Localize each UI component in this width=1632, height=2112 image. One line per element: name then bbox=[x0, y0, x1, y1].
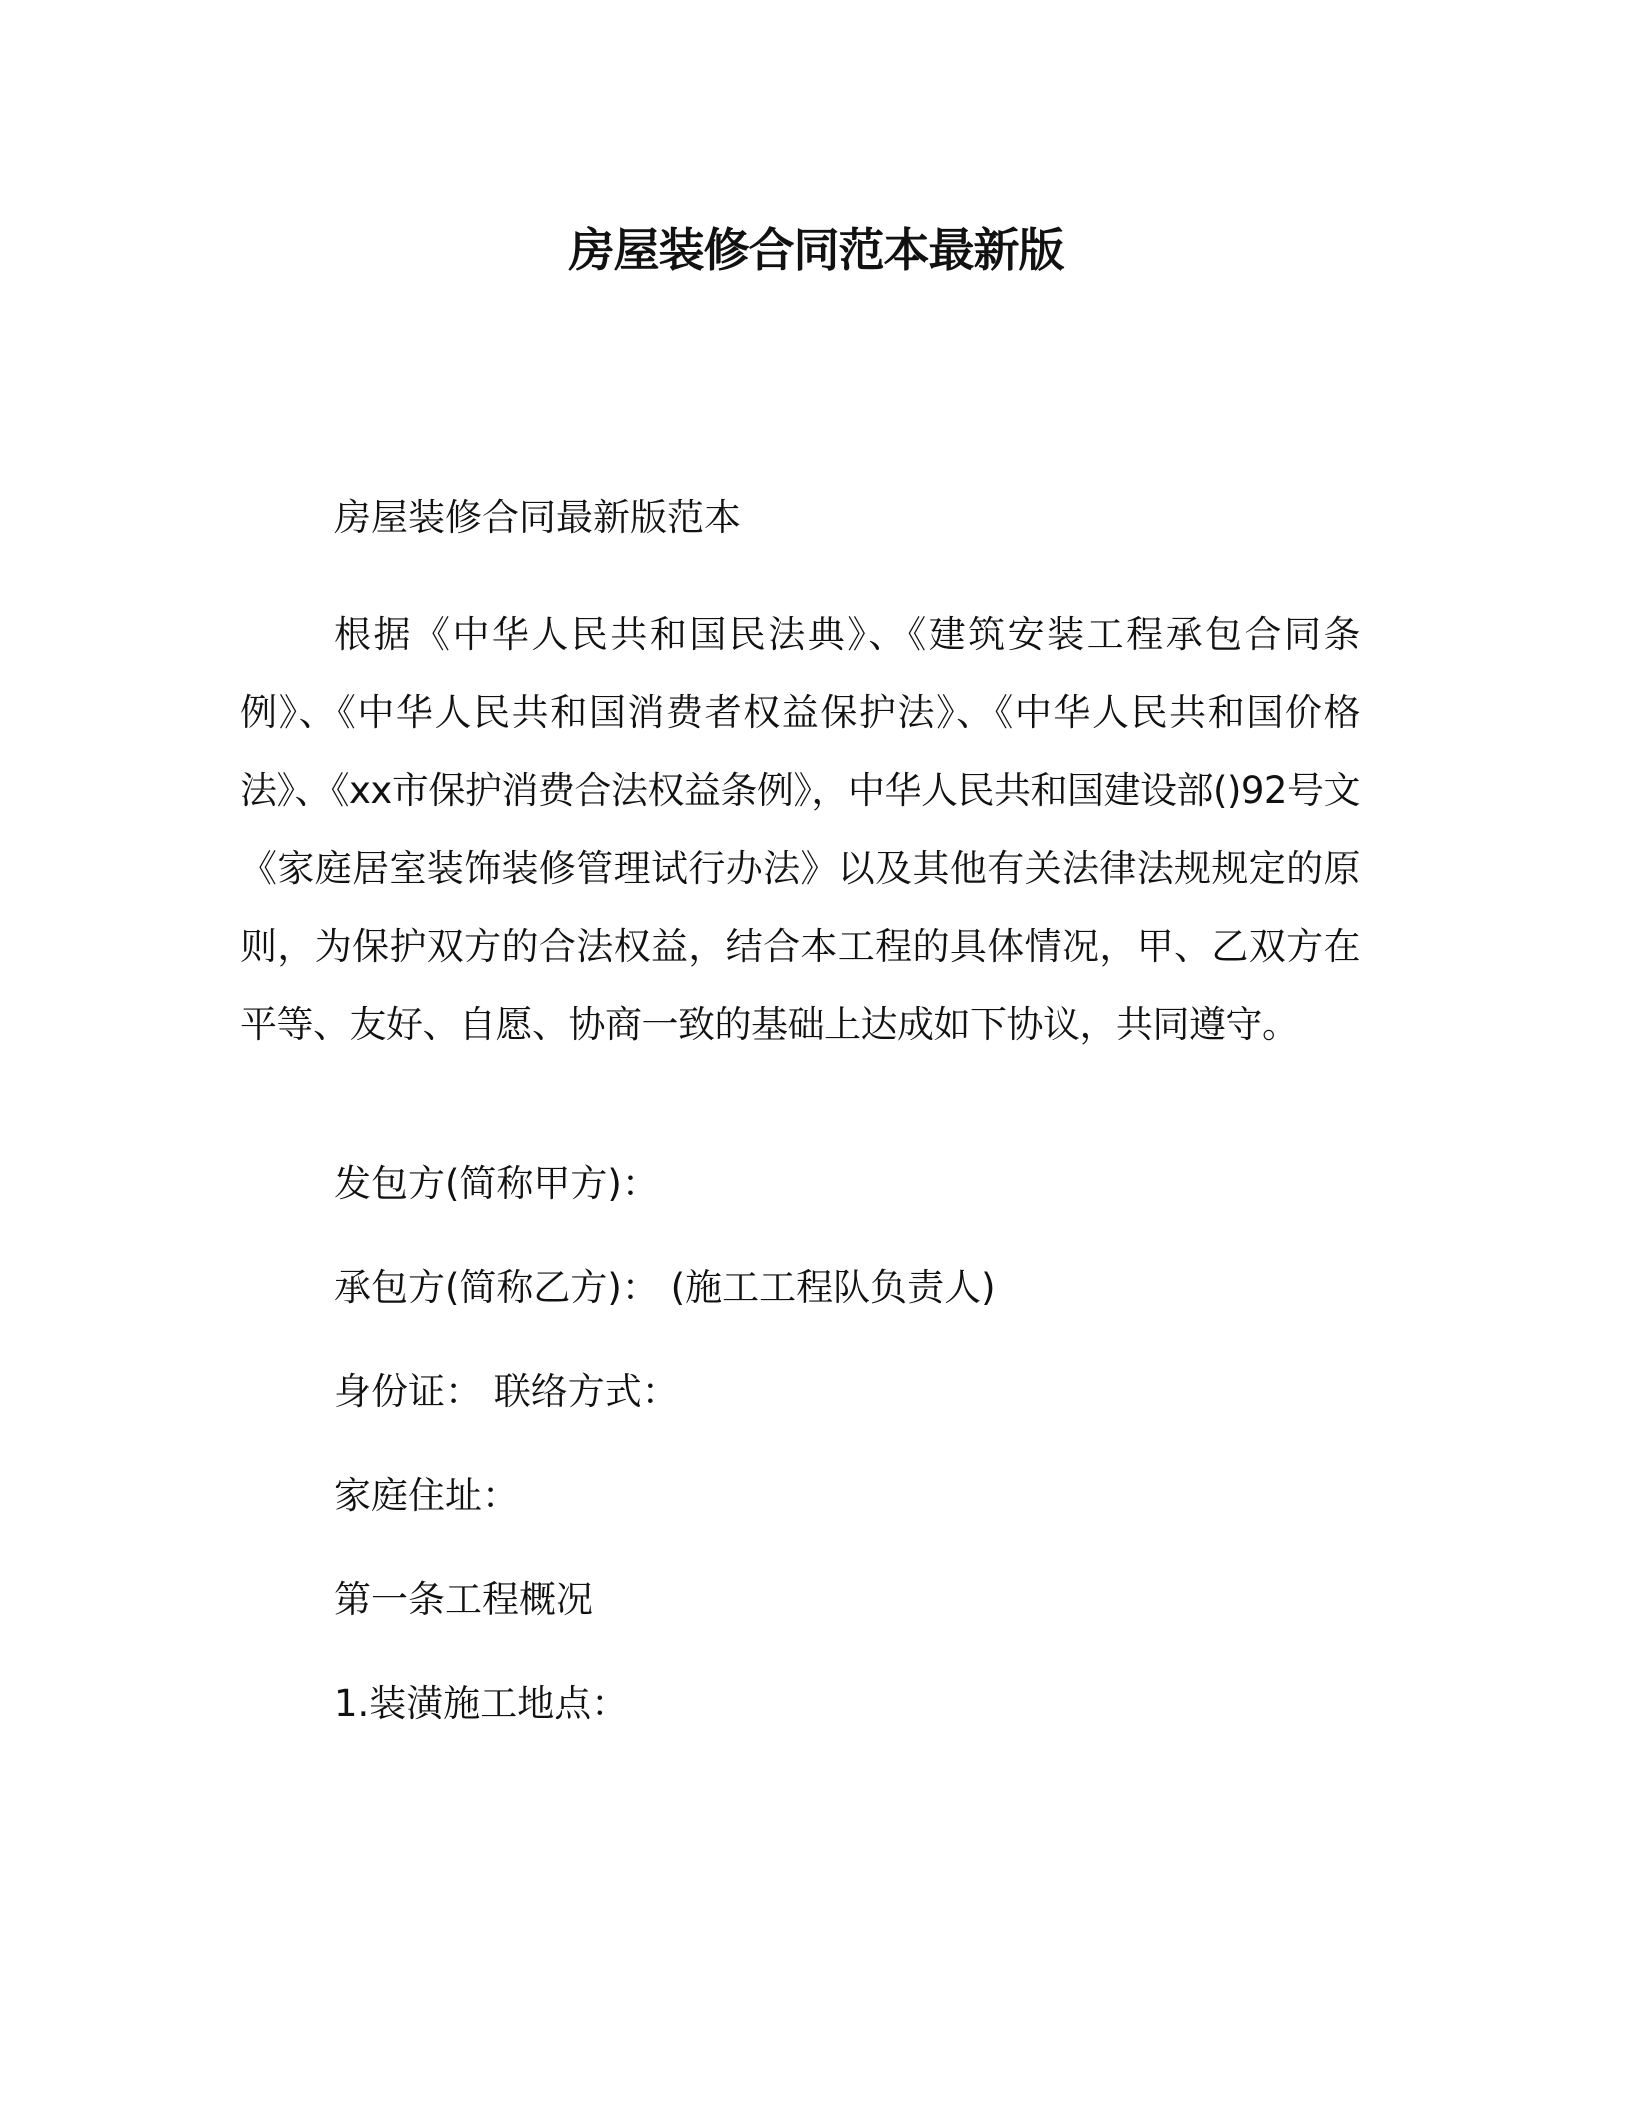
contract-subtitle: 房屋装修合同最新版范本 bbox=[334, 496, 741, 539]
id-contact-line: 身份证： 联络方式： bbox=[334, 1370, 679, 1413]
preamble-paragraph: 根据《中华人民共和国民法典》、《建筑安装工程承包合同条例》、《中华人民共和国消费者权益保护法》、《中华人民共和国价格法》、《xx市保护消费合法权益条例》，中华人民共和国建设部()92号文《家庭居室装饰装修管理试行办法》以及其他有关法律法规规定的原则，为保护双方的合法权益，结合本工程的具体情况，甲、乙双方在平等、友好、自愿、协商一致的基础上达成如下协议，共同遵守。 bbox=[240, 613, 1360, 1046]
address-line: 家庭住址： bbox=[334, 1474, 519, 1517]
party-b-line: 承包方(简称乙方)： (施工工程队负责人) bbox=[334, 1266, 996, 1309]
article-1-heading: 第一条工程概况 bbox=[334, 1578, 593, 1621]
document-title: 房屋装修合同范本最新版 bbox=[568, 223, 1064, 277]
party-a-line: 发包方(简称甲方)： bbox=[334, 1162, 659, 1205]
item-1-line: 1.装潢施工地点： bbox=[334, 1682, 629, 1725]
